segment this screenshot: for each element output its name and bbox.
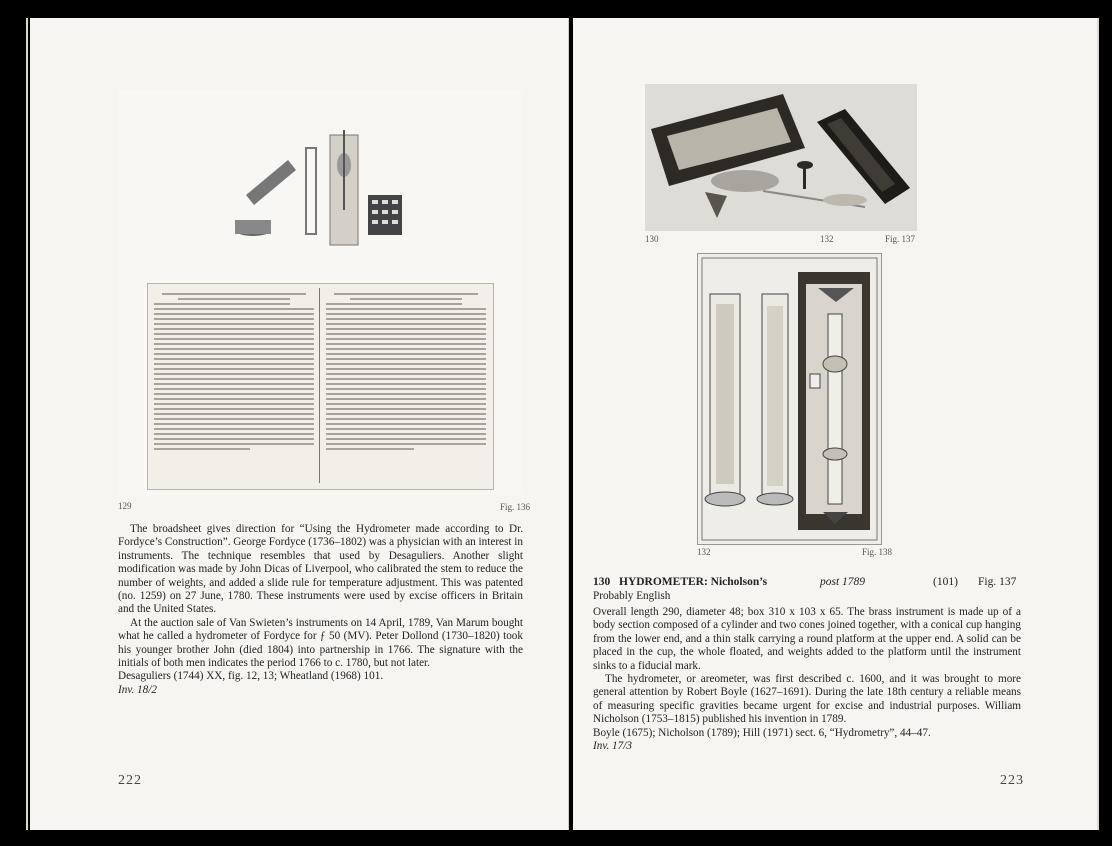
left-body-text [118,523,523,697]
entry-ref: (101) [933,576,958,588]
right-references: Boyle (1675); Nicholson (1789); Hill (1971) sect. 6, “Hydrometry”, 44–47. [593,726,931,739]
entry-fig: Fig. 137 [978,576,1017,588]
left-paragraph-2: At the auction sale of Van Swieten’s instruments on 14 April, 1789, Van Marum bought what he called a hydrometer of Fordyce for ƒ 50 (MV). Peter Dollond (1730–1820) took his younger brother John (died 1804) into partnership in 1766. The signature with the initials of both men indicates the period 1766 to c. 1780, but not later. [118,616,523,670]
entry-date: post 1789 [820,576,866,588]
photo-label-132: 132 [820,234,834,244]
broadsheet-text-plate [147,283,494,490]
engraving-illustration [698,254,881,544]
left-inventory: Inv. 18/2 [118,683,157,696]
figure-ref-136: Fig. 136 [500,502,531,512]
figure-number-129: 129 [118,501,132,511]
hydrometer-engraving-plate [697,253,882,545]
entry-title: HYDROMETER: Nicholson’s [619,576,768,588]
page-edge-right [1097,18,1099,830]
right-paragraph-1: Overall length 290, diameter 48; box 310 x 103 x 65. The brass instrument is made up of a body section composed of a cylinder and two cones joined together, with a conical cup hanging from the lower end, and a thin stalk carrying a round platform at the upper end. A solid can be placed in the cup, the whole floated, and weights added to the platform until the instrument sinks to a fiducial mark. [593,606,1021,672]
page-edge-left [26,18,28,830]
photo-label-130: 130 [645,234,659,244]
entry-origin: Probably English [593,590,671,602]
left-paragraph-1: The broadsheet gives direction for “Using the Hydrometer made according to Dr. Fordyce’s Construction”. George Fordyce (1736–1802) was a physician with an interest in instruments. The technique resembles that used by Desaguliers. Another slight modification was made by John Dicas of Liverpool, who calibrated the stem to reduce the number of weights, and added a slide rule for temperature adjustment. This was patented (no. 1259) on 27 June, 1780. These instruments were used by excise officers in Britain and the United States. [118,523,523,616]
hydrometer-photo-illustration [645,84,917,231]
broadsheet-divider [319,288,320,483]
right-body-text [593,606,1021,753]
broadsheet-column-french [326,290,486,480]
page-number-right: 223 [1000,773,1024,788]
right-inventory: Inv. 17/3 [593,740,632,753]
right-paragraph-2: The hydrometer, or areometer, was first described c. 1600, and it was brought to more general attention by Robert Boyle (1627–1691). During the late 18th century a reliable means of measuring specific gravities became urgent for excise and industrial purposes. William Nicholson (1753–1815) published his invention in 1789. [593,673,1021,726]
page-number-left: 222 [118,773,142,788]
nicholson-hydrometer-photo [645,84,917,231]
entry-number: 130 [593,576,611,588]
plate-label-132: 132 [697,547,711,557]
photo-label-fig-137: Fig. 137 [885,234,916,244]
left-references: Desaguliers (1744) XX, fig. 12, 13; Wheatland (1968) 101. [118,670,384,683]
plate-label-fig-138: Fig. 138 [862,547,893,557]
broadsheet-column-english [154,290,314,480]
